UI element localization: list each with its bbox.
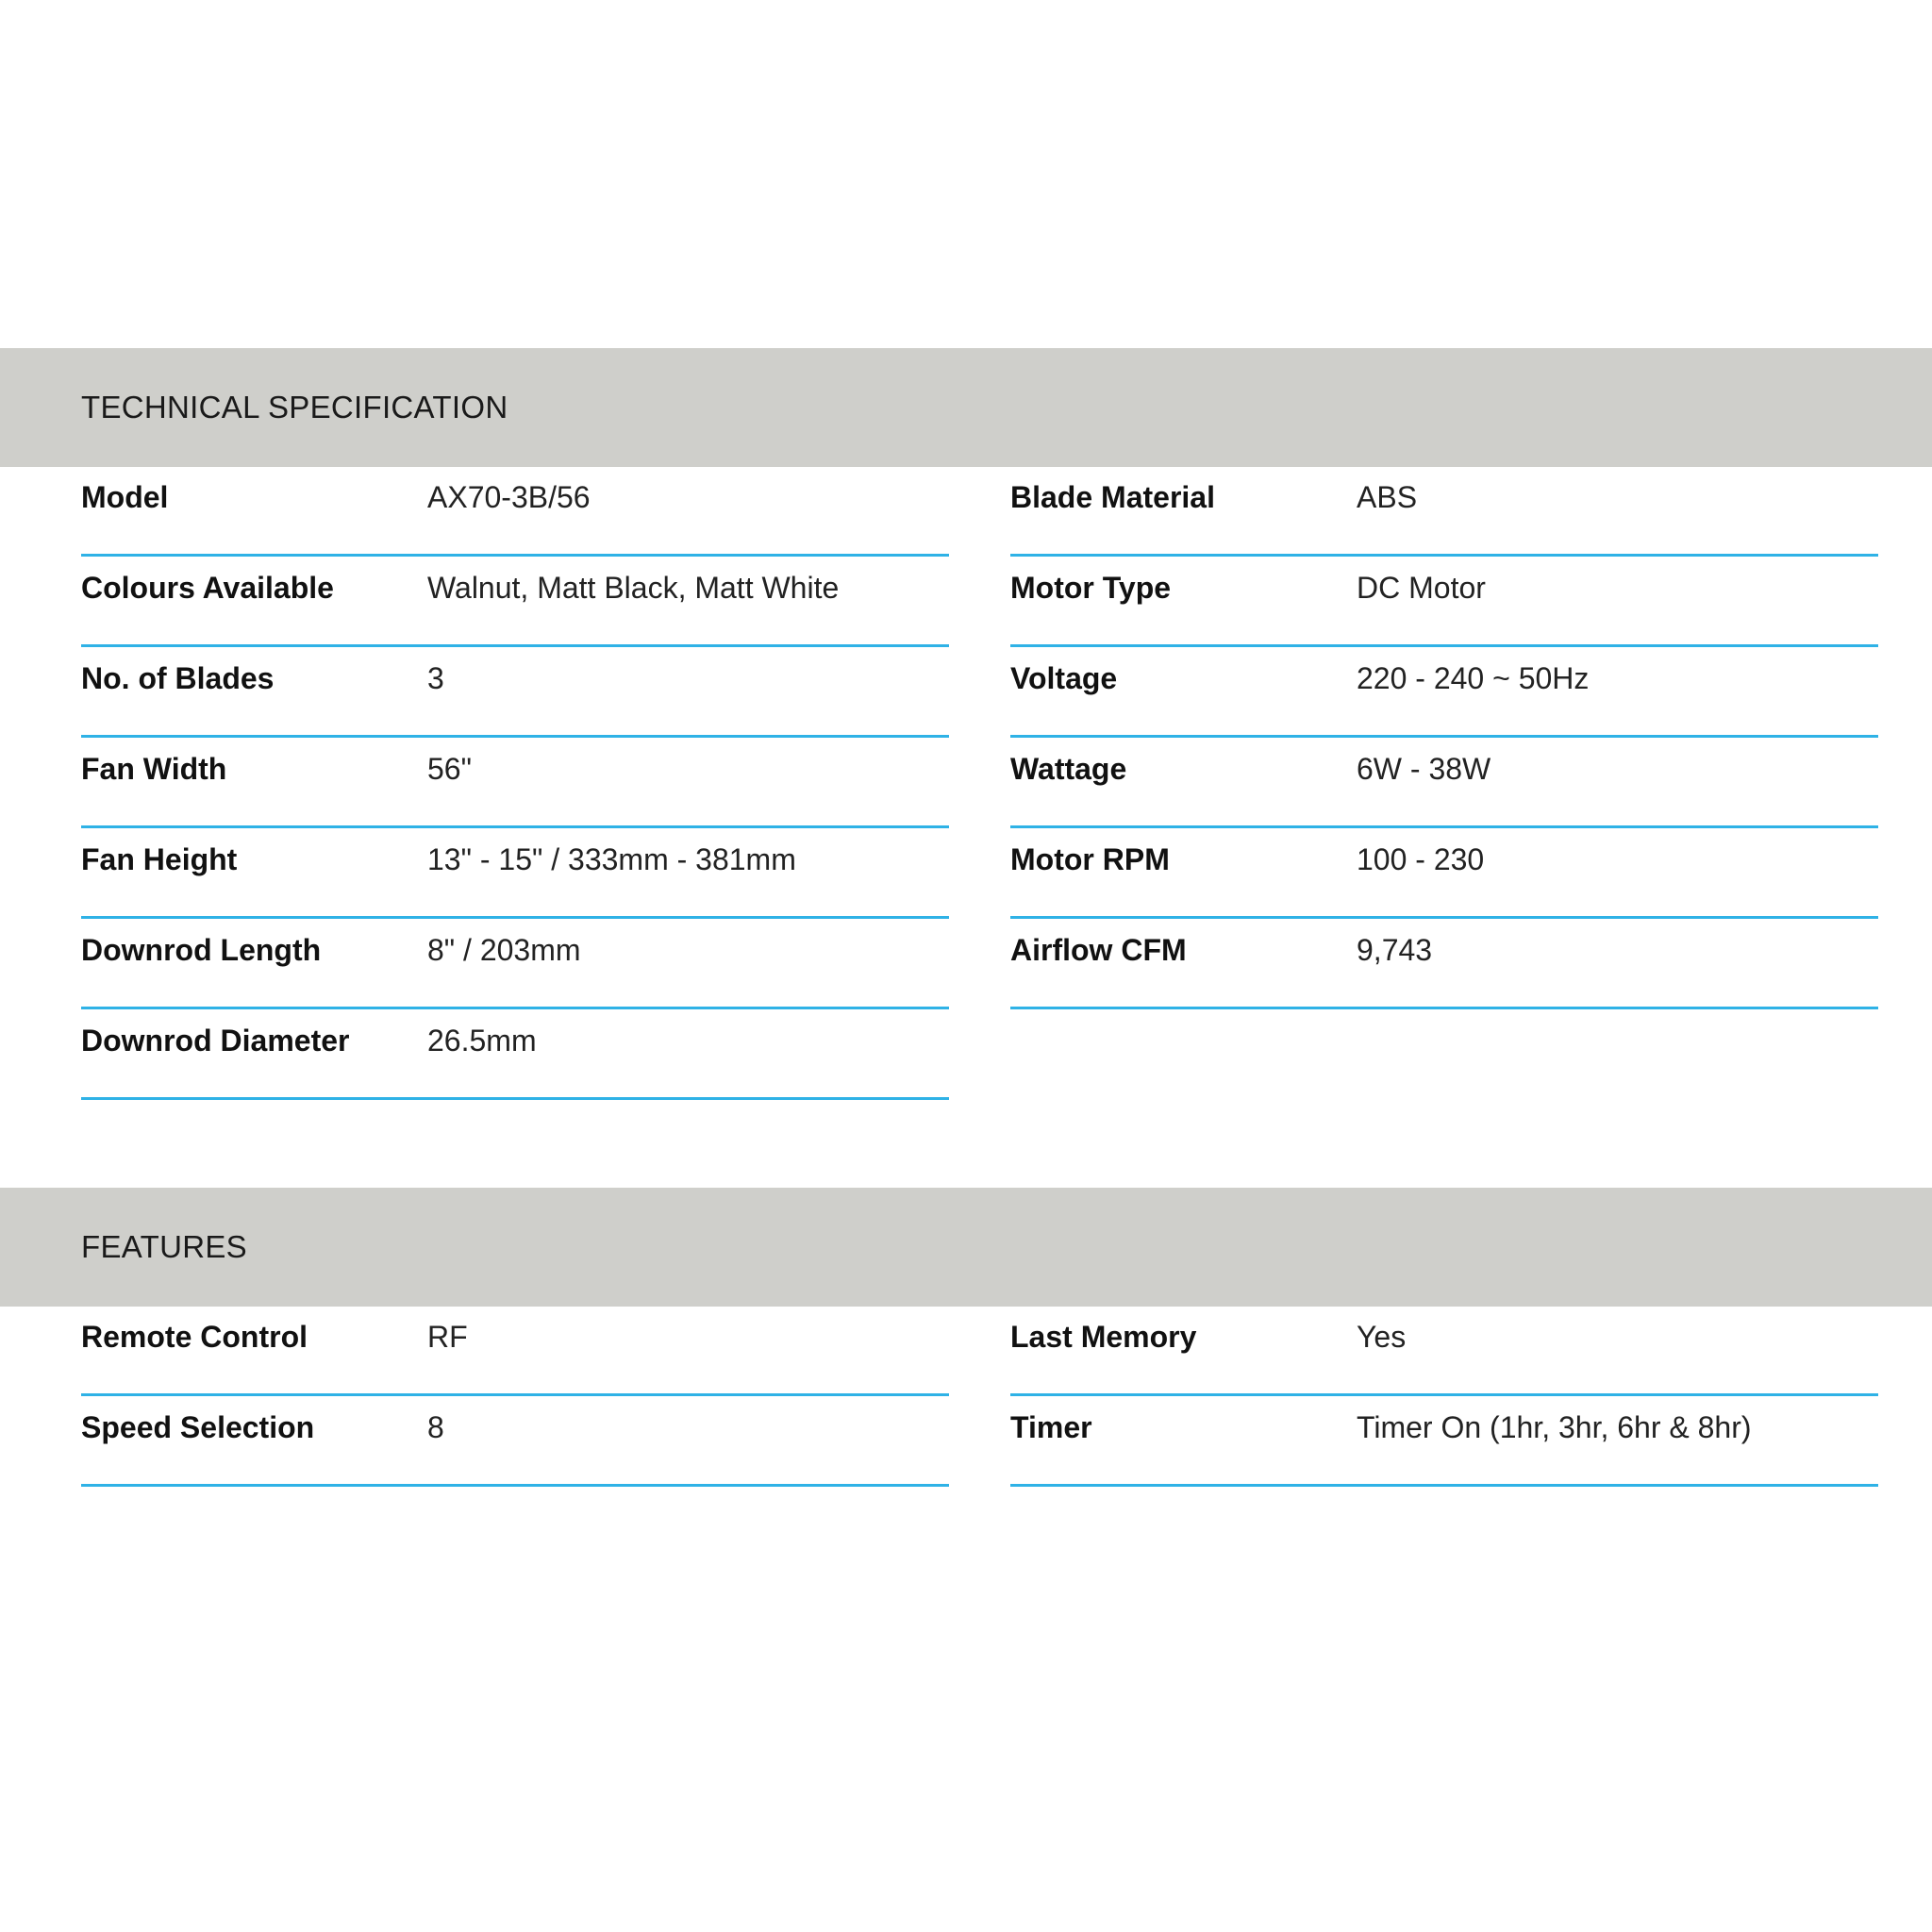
spec-label: Model [81, 480, 169, 514]
spec-label: Colours Available [81, 571, 334, 605]
features-title: FEATURES [81, 1229, 247, 1264]
feature-value: Timer On (1hr, 3hr, 6hr & 8hr) [1357, 1410, 1752, 1444]
spec-label: No. of Blades [81, 661, 275, 695]
feature-row-last-memory [1010, 1306, 1878, 1396]
technical-spec-right-column [1010, 466, 1878, 1009]
spec-value: 56" [427, 752, 472, 786]
spec-row-voltage [1010, 647, 1878, 738]
spec-value: 26.5mm [427, 1024, 537, 1058]
spec-value: 100 - 230 [1357, 842, 1485, 876]
spec-label: Downrod Length [81, 933, 322, 967]
technical-spec-left-column [81, 466, 949, 1100]
spec-row-motor-type [1010, 557, 1878, 647]
spec-value: 13" - 15" / 333mm - 381mm [427, 842, 796, 876]
spec-value: 8" / 203mm [427, 933, 581, 967]
features-left-column [81, 1306, 949, 1487]
spec-label: Fan Height [81, 842, 238, 876]
spec-row-downrod-length [81, 919, 949, 1009]
feature-row-speed-selection [81, 1396, 949, 1487]
feature-label: Timer [1010, 1410, 1092, 1444]
feature-value: Yes [1357, 1320, 1407, 1354]
spec-row-fan-height [81, 828, 949, 919]
spec-label: Airflow CFM [1010, 933, 1187, 967]
spec-value: DC Motor [1357, 571, 1486, 605]
spec-value: ABS [1357, 480, 1418, 514]
spec-row-blade-material [1010, 466, 1878, 557]
feature-label: Last Memory [1010, 1320, 1197, 1354]
feature-value: RF [427, 1320, 468, 1354]
feature-row-remote-control [81, 1306, 949, 1396]
spec-row-downrod-diameter [81, 1009, 949, 1100]
technical-spec-header [0, 348, 1932, 467]
spec-label: Fan Width [81, 752, 227, 786]
spec-value: 3 [427, 661, 444, 695]
spec-label: Voltage [1010, 661, 1118, 695]
technical-spec-title: TECHNICAL SPECIFICATION [81, 390, 508, 425]
spec-row-model [81, 466, 949, 557]
spec-row-motor-rpm [1010, 828, 1878, 919]
spec-label: Wattage [1010, 752, 1127, 786]
feature-label: Remote Control [81, 1320, 308, 1354]
spec-row-fan-width [81, 738, 949, 828]
features-header [0, 1188, 1932, 1307]
features-right-column [1010, 1306, 1878, 1487]
spec-label: Motor Type [1010, 571, 1172, 605]
spec-value: 220 - 240 ~ 50Hz [1357, 661, 1590, 695]
spec-value: Walnut, Matt Black, Matt White [427, 571, 840, 605]
feature-value: 8 [427, 1410, 444, 1444]
spec-value: 9,743 [1357, 933, 1433, 967]
spec-row-airflow-cfm [1010, 919, 1878, 1009]
spec-value: AX70-3B/56 [427, 480, 591, 514]
spec-value: 6W - 38W [1357, 752, 1491, 786]
spec-label: Downrod Diameter [81, 1024, 350, 1058]
spec-row-blades [81, 647, 949, 738]
spec-row-wattage [1010, 738, 1878, 828]
feature-row-timer [1010, 1396, 1878, 1487]
spec-row-colours [81, 557, 949, 647]
spec-label: Motor RPM [1010, 842, 1170, 876]
feature-label: Speed Selection [81, 1410, 315, 1444]
spec-label: Blade Material [1010, 480, 1215, 514]
